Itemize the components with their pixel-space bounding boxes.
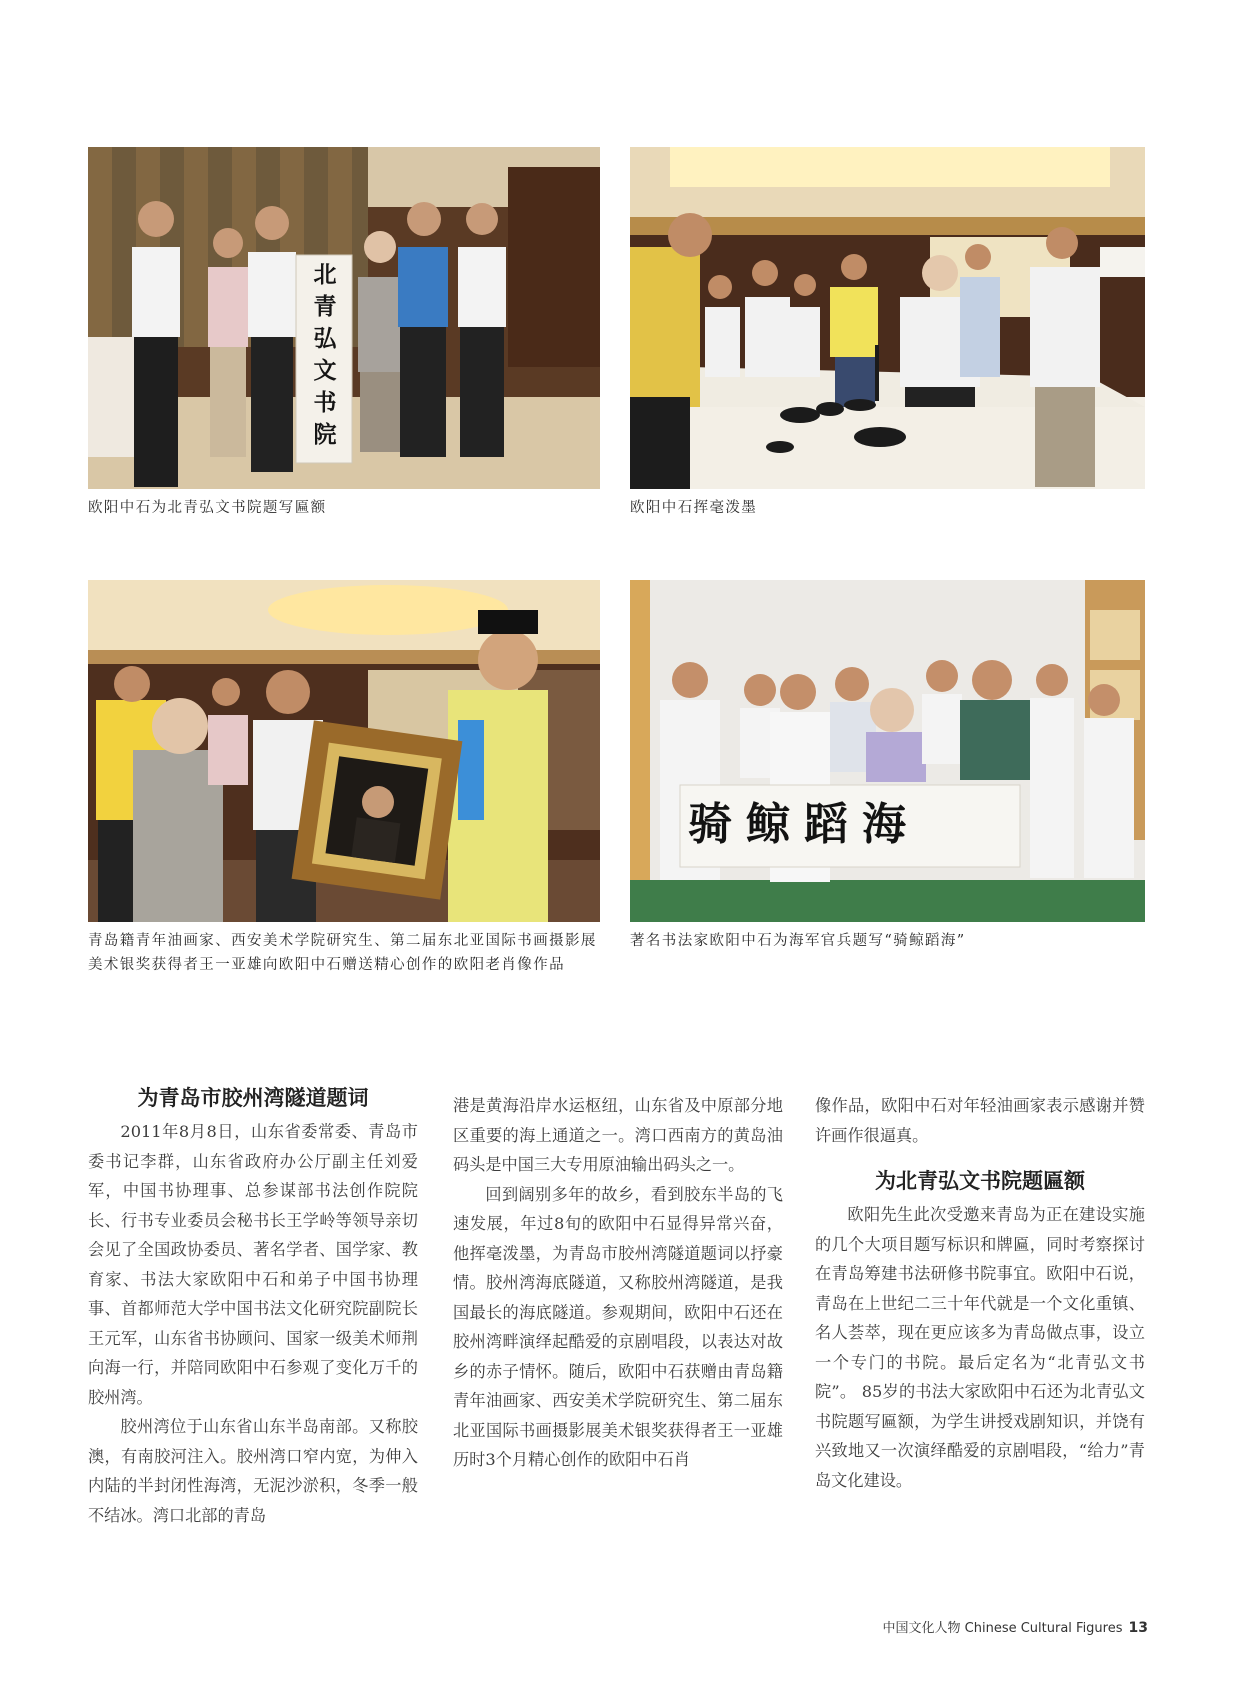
paragraph: 港是黄海沿岸水运枢纽，山东省及中原部分地区重要的海上通道之一。湾口西南方的黄岛油码头是中国三大专用原油输出码头之一。	[453, 1096, 783, 1174]
paragraph: 胶州湾位于山东省山东半岛南部。又称胶澳，有南胶河注入。胶州湾口窄内宽，为伸入内陆的半封闭性海湾，无泥沙淤积，冬季一般不结冰。湾口北部的青岛	[88, 1417, 418, 1525]
paragraph: 像作品，欧阳中石对年轻油画家表示感谢并赞许画作很逼真。	[815, 1096, 1145, 1145]
scroll-char: 院	[313, 421, 337, 448]
paragraph: 欧阳先生此次受邀来青岛为正在建设实施的几个大项目题写标识和牌匾，同时考察探讨在青岛筹建书法研修书院事宜。欧阳中石说，青岛在上世纪二三十年代就是一个文化重镇、名人荟萃，现在更应该多为青岛做点事，设立一个专门的书院。最后定名为“北青弘文书院”。 85岁的书法大家欧阳中石还为北青弘文书院题写匾额，为学生讲授戏剧知识，并饶有兴致地又一次演绎酷爱的京剧唱段，“给力”青岛文化建设。	[815, 1205, 1145, 1490]
scroll-char: 青	[313, 293, 337, 320]
photo-caption: 欧阳中石挥毫泼墨	[630, 500, 758, 516]
section-title: 为青岛市胶州湾隧道题词	[137, 1086, 369, 1110]
photo-portrait-presentation-scene	[88, 580, 600, 922]
photo-calligraphy-writing	[630, 147, 1145, 489]
paragraph: 2011年8月8日，山东省委常委、青岛市委书记李群，山东省政府办公厅副主任刘爱军，中国书协理事、总参谋部书法创作院院长、行书专业委员会秘书长王学岭等领导亲切会见了全国政协委员、著名学者、国学家、教育家、书法大家欧阳中石和弟子中国书协理事、首都师范大学中国书法文化研究院副院长王元军，山东省书协顾问、国家一级美术师荆向海一行，并陪同欧阳中石参观了变化万千的胶州湾。	[88, 1122, 418, 1407]
photo-caption: 青岛籍青年油画家、西安美术学院研究生、第二届东北亚国际书画摄影展美术银奖获得者王一亚雄向欧阳中石赠送精心创作的欧阳老肖像作品	[88, 933, 597, 973]
scroll-calligraphy	[298, 259, 352, 451]
page-number: 13	[1128, 1620, 1148, 1636]
photo-caption: 欧阳中石为北青弘文书院题写匾额	[88, 500, 327, 516]
photo-caption: 著名书法家欧阳中石为海军官兵题写“骑鲸蹈海”	[630, 933, 966, 949]
article-column-1	[88, 1083, 418, 1530]
photo-group-with-scroll	[88, 147, 600, 489]
photo-navy-banner-scene	[630, 580, 1145, 922]
article-column-2	[453, 1091, 783, 1475]
article-column-3	[815, 1091, 1145, 1495]
photo-portrait-presentation	[88, 580, 600, 922]
scroll-char: 书	[313, 389, 337, 416]
scroll-char: 北	[313, 261, 337, 288]
section-title: 为北青弘文书院题匾额	[875, 1169, 1085, 1193]
page-footer	[883, 1617, 1148, 1636]
scroll-char: 弘	[313, 325, 337, 352]
magazine-name: 中国文化人物 Chinese Cultural Figures	[882, 1621, 1123, 1636]
scroll-char: 文	[313, 357, 337, 384]
banner-calligraphy: 骑鲸蹈海	[688, 799, 920, 850]
photo-navy-banner	[630, 580, 1145, 922]
paragraph: 回到阔别多年的故乡，看到胶东半岛的飞速发展，年过8旬的欧阳中石显得异常兴奋，他挥毫泼墨，为青岛市胶州湾隧道题词以抒豪情。胶州湾海底隧道，又称胶州湾隧道，是我国最长的海底隧道。参观期间，欧阳中石还在胶州湾畔演绎起酷爱的京剧唱段，以表达对故乡的赤子情怀。随后，欧阳中石获赠由青岛籍青年油画家、西安美术学院研究生、第二届东北亚国际书画摄影展美术银奖获得者王一亚雄历时3个月精心创作的欧阳中石肖	[453, 1184, 783, 1469]
photo-calligraphy-writing-scene	[630, 147, 1145, 489]
